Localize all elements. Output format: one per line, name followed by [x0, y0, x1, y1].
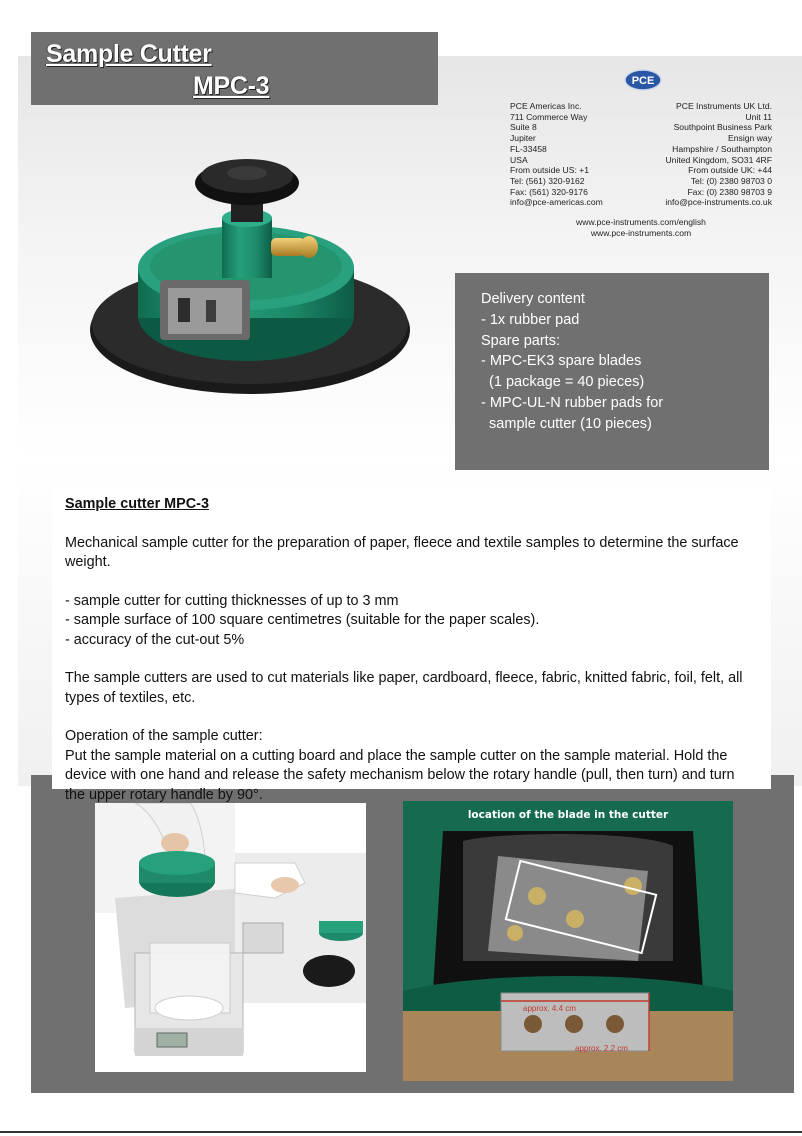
website-links: [510, 217, 772, 239]
contact-line: From outside UK: +44: [688, 165, 772, 176]
spare-parts-title: Spare parts:: [481, 332, 560, 349]
contact-line: Tel: (0) 2380 98703 0: [690, 175, 772, 186]
description-heading: Sample cutter MPC-3: [65, 496, 209, 512]
blade-height-label: approx. 2.2 cm: [575, 1044, 628, 1053]
contact-line: Unit 11: [745, 111, 772, 122]
spare-part-detail: sample cutter (10 pieces): [481, 415, 652, 432]
blade-length-label: approx. 4.4 cm: [523, 1004, 576, 1013]
operation-text: Put the sample material on a cutting board and place the sample cutter on the sample material. Hold the device with one hand and release the safety mechanism below the rotary handle (pull, then turn) and turn the upper rotary handle by 90°.: [65, 747, 735, 803]
contact-line: PCE Instruments UK Ltd.: [676, 101, 772, 111]
contact-email[interactable]: info@pce-instruments.co.uk: [665, 197, 772, 208]
contact-line: From outside US: +1: [510, 165, 590, 176]
delivery-item: - 1x rubber pad: [481, 311, 580, 328]
usage-photo: [95, 803, 366, 1072]
sample-cutter-product-image: [86, 140, 416, 410]
feature-item: - sample cutter for cutting thicknesses of up to 3 mm: [65, 592, 399, 609]
blade-location-photo: [403, 801, 733, 1081]
feature-item: - sample surface of 100 square centimetres (suitable for the paper scales).: [65, 612, 540, 628]
delivery-content-panel: [455, 273, 769, 470]
contact-line: United Kingdom, SO31 4RF: [665, 154, 772, 165]
contact-line: Suite 8: [510, 122, 537, 133]
contact-line: FL-33458: [510, 143, 547, 154]
product-model: MPC-3: [193, 72, 270, 100]
website-link[interactable]: www.pce-instruments.com/english: [576, 217, 706, 227]
description-box: [52, 486, 771, 803]
description-intro: Mechanical sample cutter for the preparation of paper, fleece and textile samples to determine the surface weight.: [65, 534, 739, 570]
spare-part-detail: (1 package = 40 pieces): [481, 374, 645, 391]
contact-line: Fax: (561) 320-9176: [510, 186, 588, 197]
usage-text: The sample cutters are used to cut materials like paper, cardboard, fleece, fabric, knitted fabric, foil, felt, all types of textiles, etc.: [65, 670, 743, 706]
spare-part-item: - MPC-UL-N rubber pads for: [481, 394, 664, 411]
contact-email[interactable]: info@pce-americas.com: [510, 197, 603, 208]
page-bottom-rule: [0, 1131, 802, 1133]
contact-line: Fax: (0) 2380 98703 9: [687, 186, 772, 197]
operation-title: Operation of the sample cutter:: [65, 728, 263, 744]
contact-line: Ensign way: [728, 133, 772, 144]
delivery-title: Delivery content: [481, 291, 585, 307]
pce-logo: [624, 69, 662, 91]
contact-line: 711 Commerce Way: [510, 111, 588, 122]
feature-item: - accuracy of the cut-out 5%: [65, 631, 245, 648]
contact-line: USA: [510, 154, 528, 165]
contact-line: Tel: (561) 320-9162: [510, 175, 585, 186]
contact-line: PCE Americas Inc.: [510, 101, 582, 111]
spare-part-item: - MPC-EK3 spare blades: [481, 353, 642, 370]
website-link[interactable]: www.pce-instruments.com: [590, 228, 692, 238]
contact-line: Hampshire / Southampton: [672, 143, 772, 154]
contact-line: Jupiter: [510, 133, 536, 144]
contact-uk: [600, 101, 772, 208]
contact-line: Southpoint Business Park: [673, 122, 772, 133]
blade-location-caption: location of the blade in the cutter: [467, 809, 669, 821]
logo-text: PCE: [631, 75, 655, 87]
product-title: Sample Cutter: [46, 40, 212, 68]
contact-americas: [510, 101, 603, 208]
title-box: [31, 32, 438, 105]
